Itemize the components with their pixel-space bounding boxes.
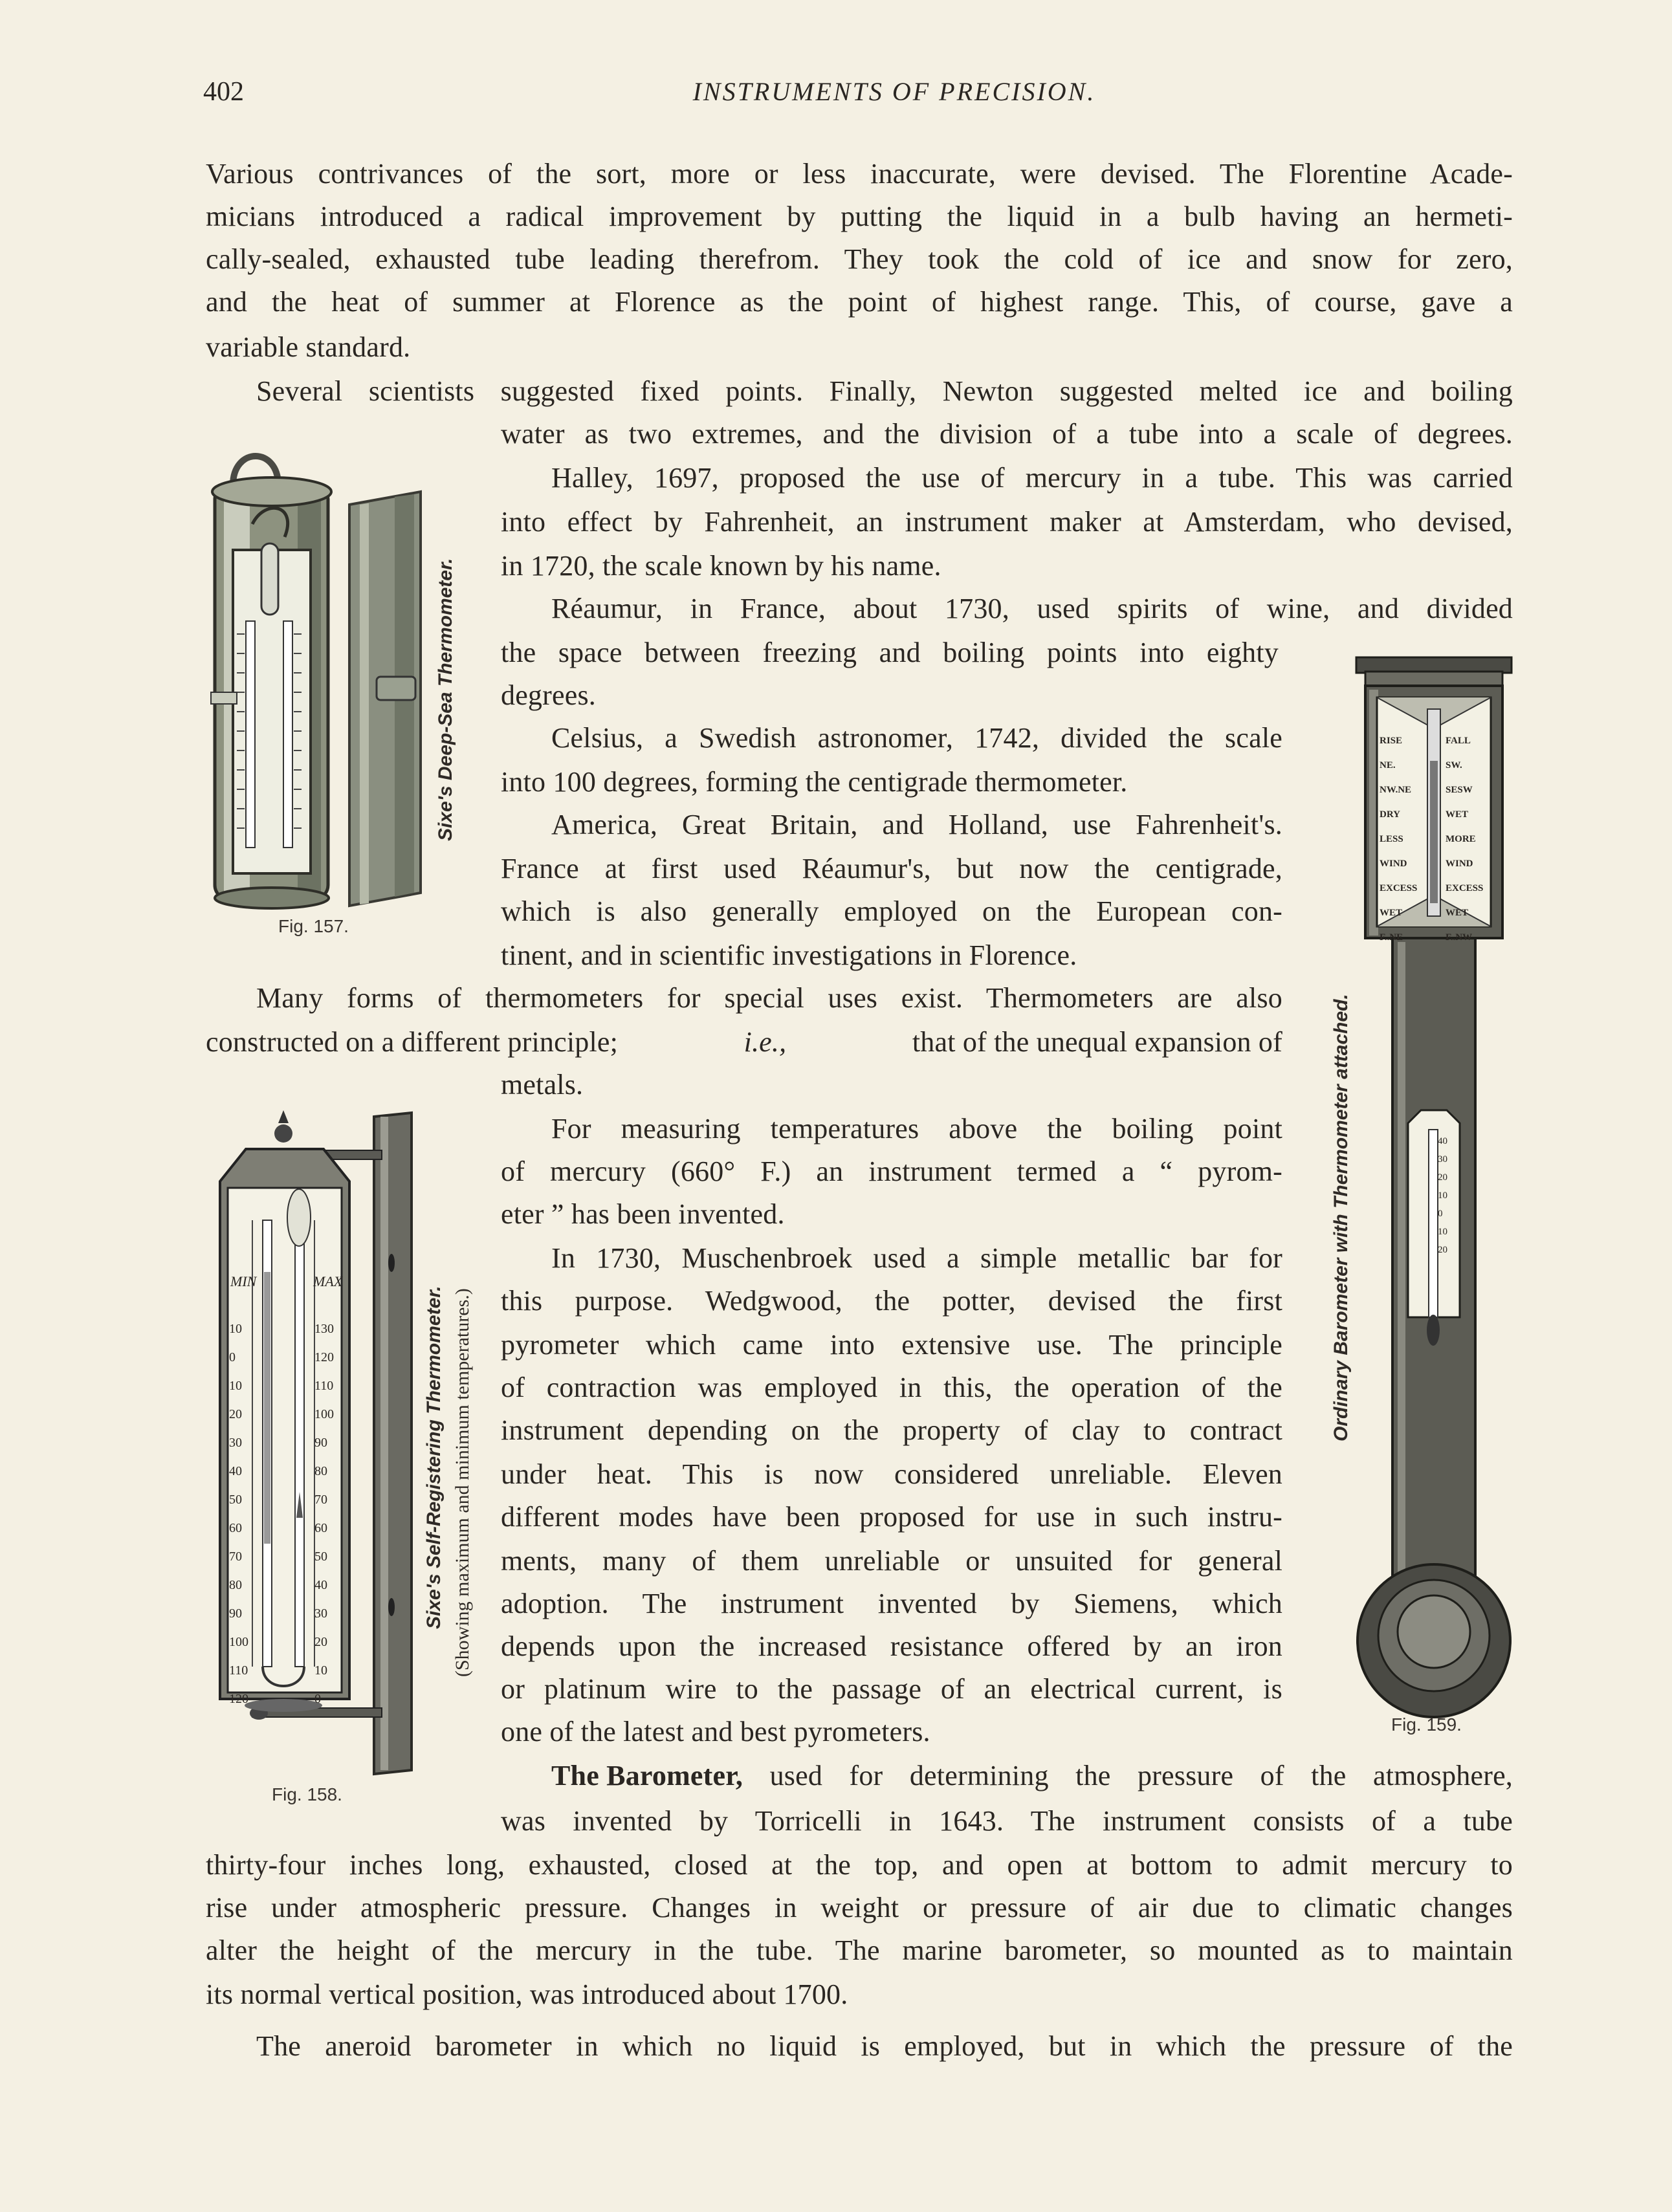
text-line: The aneroid barometer in which no liquid is employed, but in which the pressure of the (256, 2030, 1513, 2062)
text-line: Halley, 1697, proposed the use of mercury in a tube. This was carried (551, 462, 1513, 494)
figure-caption: Sixe's Self-Registering Thermometer. (423, 1286, 445, 1629)
scale-tick-label: 110 (229, 1663, 248, 1678)
scale-tick-label: 10 (229, 1379, 242, 1393)
text-line: America, Great Britain, and Holland, use Fahrenheit's. (551, 809, 1282, 840)
scale-tick-label: 50 (229, 1493, 242, 1507)
text-line: Celsius, a Swedish astronomer, 1742, divided the scale (551, 722, 1282, 754)
dial-label: NE. (1380, 760, 1396, 771)
scale-tick-label: 20 (314, 1635, 327, 1649)
figure-label: Fig. 159. (1391, 1714, 1462, 1735)
text-line: micians introduced a radical improvement by putting the liquid in a bulb having an hermeti- (206, 201, 1513, 232)
scale-tick-label: 40 (1438, 1136, 1447, 1146)
scale-tick-label: 0 (1438, 1209, 1443, 1219)
text-line: instrument depending on the property of clay to contract (501, 1414, 1282, 1446)
dial-label: F..NW (1446, 932, 1473, 943)
scale-tick-label: 90 (314, 1436, 327, 1450)
text-line: adoption. The instrument invented by Siemens, which (501, 1588, 1282, 1619)
text-segment: constructed on a different principle; (206, 1026, 626, 1058)
scale-tick-label: 50 (314, 1549, 327, 1564)
dial-label: SW. (1446, 760, 1462, 771)
text-line (206, 1021, 1282, 1064)
text-line: which is also generally employed on the European con- (501, 895, 1282, 927)
text-segment: that of the unequal expansion of (905, 1026, 1282, 1058)
scale-tick-label: 80 (314, 1464, 327, 1478)
scale-tick-label: 100 (229, 1635, 248, 1649)
text-line: depends upon the increased resistance offered by an iron (501, 1630, 1282, 1662)
right-temperature-scale (314, 1315, 334, 1713)
scale-tick-label: 70 (314, 1493, 327, 1507)
text-line: into 100 degrees, forming the centigrade thermometer. (501, 766, 1128, 798)
scale-tick-label: 100 (314, 1407, 334, 1421)
text-line: or platinum wire to the passage of an electrical current, is (501, 1673, 1282, 1705)
dial-label: RISE (1380, 736, 1403, 746)
barometer-thermometer-scale (1438, 1132, 1447, 1259)
figure-caption: Ordinary Barometer with Thermometer attached. (1330, 994, 1352, 1441)
scale-tick-label: 40 (314, 1578, 327, 1592)
scale-tick-label: 120 (314, 1350, 334, 1364)
dial-label: EXCESS WET (1380, 883, 1418, 918)
text-line: this purpose. Wedgwood, the potter, devised the first (501, 1285, 1282, 1317)
text-line: degrees. (501, 679, 596, 711)
scale-tick-label: 70 (229, 1549, 242, 1564)
text-line: under heat. This is now considered unreliable. Eleven (501, 1458, 1282, 1490)
text-line: Various contrivances of the sort, more or less inaccurate, were devised. The Florentine Acade- (206, 158, 1513, 190)
text-line: For measuring temperatures above the boiling point (551, 1113, 1282, 1144)
text-line: Several scientists suggested fixed points. Finally, Newton suggested melted ice and boiling (256, 375, 1513, 407)
scale-tick-label: 90 (229, 1606, 242, 1621)
dial-label: DRY (1380, 809, 1400, 820)
dial-label: EXCESS WET (1446, 883, 1484, 918)
figure-label: Fig. 157. (278, 916, 349, 936)
scale-tick-label: 40 (229, 1464, 242, 1478)
text-line: thirty-four inches long, exhausted, closed at the top, and open at bottom to admit mercury to (206, 1849, 1513, 1881)
scale-tick-label: 10 (229, 1322, 242, 1336)
text-line: water as two extremes, and the division of a tube into a scale of degrees. (501, 418, 1513, 450)
scale-tick-label: 10 (1438, 1190, 1447, 1201)
dial-label: FALL (1446, 736, 1471, 746)
figure-subcaption: (Showing maximum and minimum temperatures.) (452, 1288, 473, 1677)
left-temperature-scale (229, 1315, 248, 1713)
text-line: its normal vertical position, was introduced about 1700. (206, 1978, 848, 2010)
dial-label: F..NE (1380, 932, 1403, 943)
text-line: In 1730, Muschenbroek used a simple metallic bar for (551, 1242, 1282, 1274)
text-line: Réaumur, in France, about 1730, used spirits of wine, and divided (551, 593, 1513, 624)
min-scale-label: MIN (230, 1273, 257, 1289)
text-line: different modes have been proposed for use in such instru- (501, 1501, 1282, 1533)
text-line: pyrometer which came into extensive use. The principle (501, 1329, 1282, 1361)
scale-tick-label: 0 (229, 1350, 236, 1364)
text-line: and the heat of summer at Florence as the point of highest range. This, of course, gave a (206, 286, 1513, 318)
figure-label: Fig. 158. (272, 1784, 342, 1804)
running-title: INSTRUMENTS OF PRECISION. (692, 77, 1096, 106)
max-scale-label: MAX (313, 1273, 343, 1289)
dial-label: SESW (1446, 785, 1473, 795)
scale-tick-label: 20 (1438, 1245, 1447, 1255)
scale-tick-label: 10 (314, 1663, 327, 1678)
text-line: metals. (501, 1069, 584, 1101)
text-line: was invented by Torricelli in 1643. The instrument consists of a tube (501, 1805, 1513, 1837)
text-line: variable standard. (206, 331, 411, 363)
dial-label: NW.NE (1380, 785, 1412, 795)
deep-sea-thermometer-illustration (207, 446, 440, 912)
scale-tick-label: 80 (229, 1578, 242, 1592)
text-line: of contraction was employed in this, the operation of the (501, 1372, 1282, 1403)
scale-tick-label: 10 (1438, 1227, 1447, 1237)
text-line: into effect by Fahrenheit, an instrument maker at Amsterdam, who devised, (501, 506, 1513, 538)
scale-tick-label: 120 (229, 1692, 248, 1706)
text-line: eter ” has been invented. (501, 1198, 785, 1230)
scale-tick-label: 30 (314, 1606, 327, 1621)
scale-tick-label: 30 (229, 1436, 242, 1450)
barometer-dial-right (1446, 728, 1497, 950)
figure-caption: Sixe's Deep-Sea Thermometer. (435, 558, 456, 841)
text-line: the space between freezing and boiling points into eighty (501, 637, 1279, 668)
scale-tick-label: 110 (314, 1379, 334, 1393)
text-line (551, 1755, 1513, 1797)
scale-tick-label: 30 (1438, 1154, 1447, 1165)
text-line: France at first used Réaumur's, but now the centigrade, (501, 853, 1282, 884)
text-line: rise under atmospheric pressure. Changes in weight or pressure of air due to climatic changes (206, 1892, 1513, 1923)
barometer-dial-left (1380, 728, 1431, 950)
text-line: alter the height of the mercury in the tube. The marine barometer, so mounted as to maintain (206, 1934, 1513, 1966)
text-line: ments, many of them unreliable or unsuited for general (501, 1545, 1282, 1577)
section-heading: The Barometer, (551, 1760, 743, 1791)
scale-tick-label: 20 (229, 1407, 242, 1421)
text-line: in 1720, the scale known by his name. (501, 550, 941, 582)
text-line: one of the latest and best pyrometers. (501, 1716, 930, 1747)
scale-tick-label: 130 (314, 1322, 334, 1336)
text-line: tinent, and in scientific investigations in Florence. (501, 939, 1077, 971)
text-line: cally-sealed, exhausted tube leading therefrom. They took the cold of ice and snow for zero, (206, 243, 1513, 275)
text-segment-italic: i.e., (743, 1026, 787, 1058)
scale-tick-label: 60 (314, 1521, 327, 1535)
dial-label: MORE WIND (1446, 834, 1476, 869)
dial-label: LESS WIND (1380, 834, 1407, 869)
page-number: 402 (203, 77, 244, 107)
text-line: of mercury (660° F.) an instrument termed a “ pyrom- (501, 1155, 1282, 1187)
dial-label: WET (1446, 809, 1469, 820)
text-segment: used for determining the pressure of the atmosphere, (743, 1760, 1513, 1791)
scale-tick-label: 0 (314, 1692, 321, 1706)
scale-tick-label: 60 (229, 1521, 242, 1535)
text-line: Many forms of thermometers for special uses exist. Thermometers are also (256, 982, 1282, 1014)
scale-tick-label: 20 (1438, 1172, 1447, 1183)
